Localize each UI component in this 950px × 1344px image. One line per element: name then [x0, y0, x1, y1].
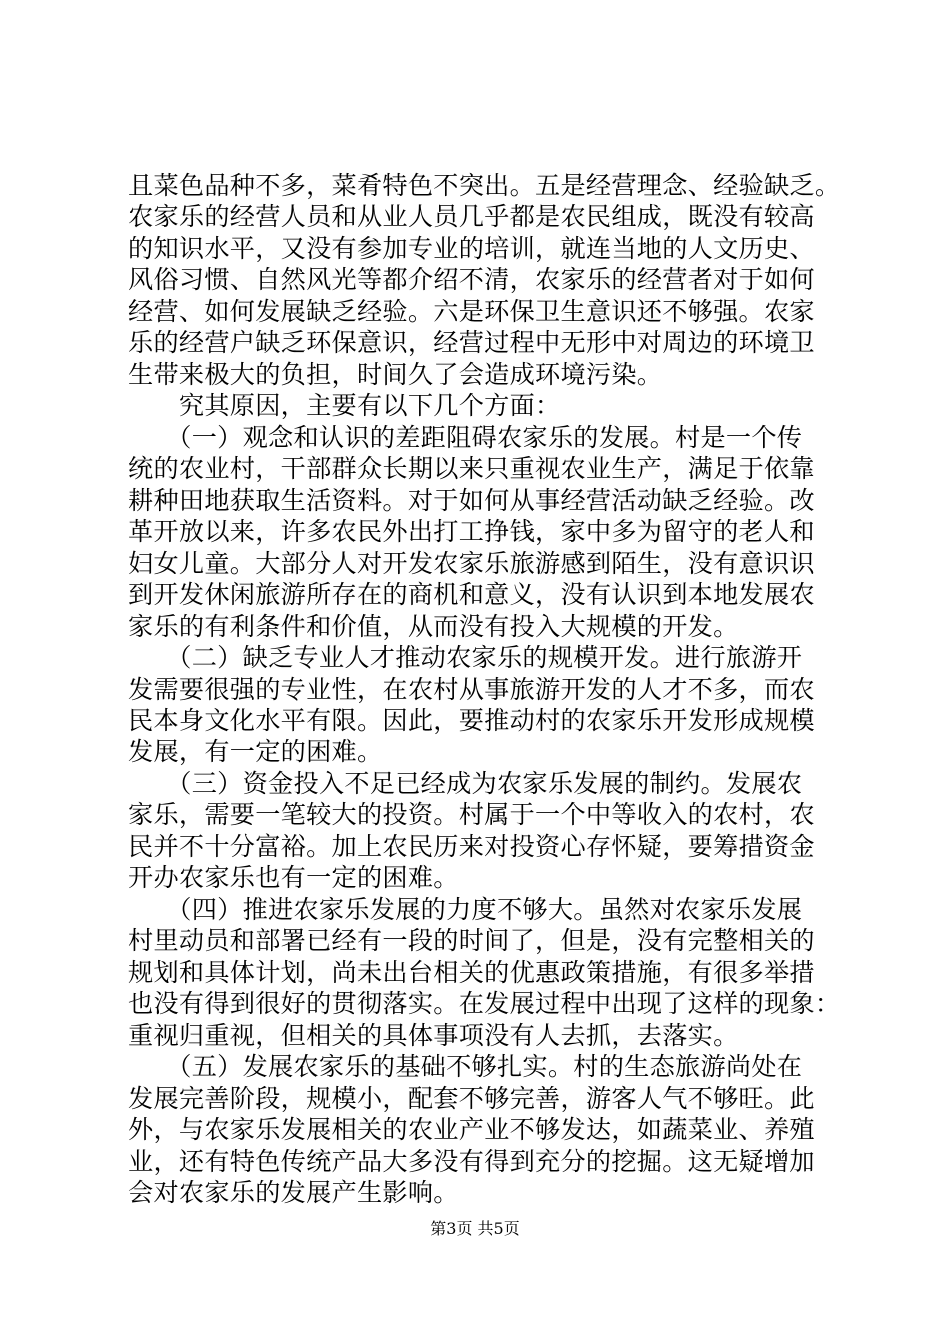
text-line: 且菜色品种不多，菜肴特色不突出。五是经营理念、经验缺乏。: [128, 171, 841, 200]
text-line: 民并不十分富裕。加上农民历来对投资心存怀疑，要筹措资金: [128, 831, 815, 861]
text-line: 会对农家乐的发展产生影响。: [128, 1178, 459, 1207]
text-line: 的知识水平，又没有参加专业的培训，就连当地的人文历史、: [128, 233, 815, 263]
text-line: 革开放以来，许多农民外出打工挣钱，家中多为留守的老人和: [128, 517, 815, 547]
text-line: （一）观念和认识的差距阻碍农家乐的发展。村是一个传: [128, 422, 803, 452]
page-number-footer: 第3页 共5页: [430, 1219, 520, 1238]
text-line: 民本身文化水平有限。因此，要推动村的农家乐开发形成规模: [128, 705, 815, 735]
text-line: 经营、如何发展缺乏经验。六是环保卫生意识还不够强。农家: [128, 296, 815, 326]
text-line: 发需要很强的专业性，在农村从事旅游开发的人才不多，而农: [128, 674, 815, 704]
text-line: 开办农家乐也有一定的困难。: [128, 863, 459, 893]
text-line: 业，还有特色传统产品大多没有得到充分的挖掘。这无疑增加: [128, 1146, 815, 1176]
text-line: 也没有得到很好的贯彻落实。在发展过程中出现了这样的现象：: [128, 989, 841, 1019]
text-line: 风俗习惯、自然风光等都介绍不清，农家乐的经营者对于如何: [128, 265, 815, 295]
text-line: 生带来极大的负担，时间久了会造成环境污染。: [128, 359, 663, 389]
text-line: 发展完善阶段，规模小，配套不够完善，游客人气不够旺。此: [128, 1083, 815, 1113]
text-line: 究其原因，主要有以下几个方面：: [128, 391, 561, 421]
text-line: 农家乐的经营人员和从业人员几乎都是农民组成，既没有较高: [128, 202, 815, 232]
text-line: 乐的经营户缺乏环保意识，经营过程中无形中对周边的环境卫: [128, 328, 815, 358]
text-line: 重视归重视，但相关的具体事项没有人去抓，去落实。: [128, 1020, 739, 1050]
text-line: （五）发展农家乐的基础不够扎实。村的生态旅游尚处在: [128, 1052, 803, 1082]
text-line: 村里动员和部署已经有一段的时间了，但是，没有完整相关的: [128, 926, 815, 956]
text-line: 到开发休闲旅游所存在的商机和意义，没有认识到本地发展农: [128, 580, 815, 610]
text-line: 妇女儿童。大部分人对开发农家乐旅游感到陌生，没有意识识: [128, 548, 815, 578]
text-line: （二）缺乏专业人才推动农家乐的规模开发。进行旅游开: [128, 643, 803, 673]
text-line: 家乐的有利条件和价值，从而没有投入大规模的开发。: [128, 611, 739, 641]
text-line: 外，与农家乐发展相关的农业产业不够发达，如蔬菜业、养殖: [128, 1115, 815, 1145]
text-line: 发展，有一定的困难。: [128, 737, 383, 767]
text-line: 家乐，需要一笔较大的投资。村属于一个中等收入的农村，农: [128, 800, 815, 830]
text-line: 耕种田地获取生活资料。对于如何从事经营活动缺乏经验。改: [128, 485, 815, 515]
text-line: （四）推进农家乐发展的力度不够大。虽然对农家乐发展: [128, 894, 803, 924]
text-line: 规划和具体计划，尚未出台相关的优惠政策措施，有很多举措: [128, 957, 815, 987]
text-line: 统的农业村，干部群众长期以来只重视农业生产，满足于依靠: [128, 454, 815, 484]
text-line: （三）资金投入不足已经成为农家乐发展的制约。发展农: [128, 768, 803, 798]
